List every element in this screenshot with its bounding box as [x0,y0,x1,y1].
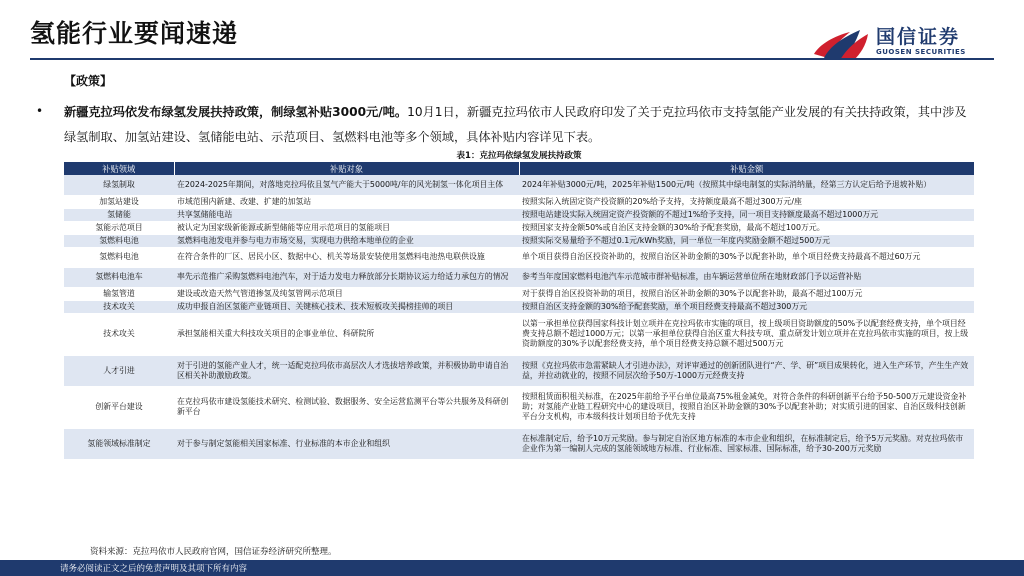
footer-bar [0,560,1024,576]
cell-amount: 按照实际入统固定资产投资额的20%给予支持，支持额度最高不超过300万元/座 [519,195,974,208]
column-header-field: 补贴领域 [64,162,174,175]
cell-target: 成功申报自治区氢能产业链项目、关键核心技术、技术短板攻关揭榜挂帅的项目 [174,300,519,313]
cell-target: 建设或改造天然气管道掺氢及纯氢管网示范项目 [174,287,519,300]
cell-field: 输氢管道 [64,287,174,300]
table-row [64,234,974,247]
cell-field: 氢能示范项目 [64,221,174,234]
table-row [64,175,974,195]
cell-target: 共享氢储能电站 [174,208,519,221]
cell-amount: 在标准制定后，给予10万元奖励。参与制定自治区地方标准的本市企业和组织，在标准制定后，给予5万元奖励。对克拉玛依市企业作为第一编制人完成的氢能领域地方标准、行业标准、国家标准、国际标准，给予30-200万元奖励 [519,428,974,459]
cell-target: 承担氢能相关重大科技攻关项目的企事业单位、科研院所 [174,313,519,355]
cell-field: 加氢站建设 [64,195,174,208]
cell-field: 氢燃料电池 [64,234,174,247]
cell-field: 氢燃料电池 [64,247,174,267]
cell-amount: 参考当年度国家燃料电池汽车示范城市群补贴标准，由车辆运营单位所在地财政部门予以运营补贴 [519,267,974,287]
cell-target: 被认定为国家级新能源或新型储能等应用示范项目的氢能项目 [174,221,519,234]
table-row [64,300,974,313]
cell-amount: 2024年补贴3000元/吨，2025年补贴1500元/吨（按照其中绿电制氢的实际消纳量，经第三方认定后给予退坡补贴） [519,175,974,195]
cell-target: 率先示范推广采购氢燃料电池汽车，对于适力发电力释放部分长期协议运力给适力承包方的情况 [174,267,519,287]
cell-target: 在2024-2025年期间，对落地克拉玛依且氢气产能大于5000吨/年的风光制氢一体化项目主体 [174,175,519,195]
cell-amount: 单个项目获得自治区投资补助的，按照自治区补助金额的30%予以配套补助，单个项目经费支持最高不超过60万元 [519,247,974,267]
cell-field: 绿氢制取 [64,175,174,195]
cell-amount: 按照《克拉玛依市急需紧缺人才引进办法》，对评审通过的创新团队进行“产、学、研”项目成果转化，进入生产环节，产生生产效益，并拉动就业的，按照不同层次给予50万-1000万元经费支持 [519,355,974,386]
table-row [64,386,974,428]
table-row [64,287,974,300]
news-headline: 新疆克拉玛依发布绿氢发展扶持政策，制绿氢补贴3000元/吨。 [64,105,408,119]
cell-amount: 按照电站建设实际入统固定资产投资额的不超过1%给予支持，同一项目支持额度最高不超过1000万元 [519,208,974,221]
table-row [64,195,974,208]
cell-target: 对于参与制定氢能相关国家标准、行业标准的本市企业和组织 [174,428,519,459]
table-row [64,355,974,386]
table-row [64,247,974,267]
table-caption: 表1：克拉玛依绿氢发展扶持政策 [456,151,582,161]
cell-field: 人才引进 [64,355,174,386]
table-row [64,208,974,221]
cell-field: 技术攻关 [64,313,174,355]
cell-amount: 以第一承担单位获得国家科技计划立项并在克拉玛依市实施的项目，按上级项目资助额度的50%予以配套经费支持，单个项目经费支持总额不超过1000万元；以第一承担单位获得自治区重大科技专项、重点研发计划立项并在克拉玛依市实施的项目，按上级资助额度的30%予以配套经费支持，单个项目经费支持总额不超过500万元 [519,313,974,355]
news-paragraph [64,100,974,150]
column-header-amount: 补贴金额 [519,162,974,175]
logo-text-cn: 国信证券 [876,26,961,48]
table-row [64,267,974,287]
table-row [64,428,974,459]
table-row [64,313,974,355]
cell-field: 氢能领域标准制定 [64,428,174,459]
cell-amount: 按照国家支持金额50%或自治区支持金额的30%给予配套奖励，最高不超过100万元。 [519,221,974,234]
cell-target: 在克拉玛依市建设氢能技术研究、检测试验、数据服务、安全运营监测平台等公共服务及科研创新平台 [174,386,519,428]
cell-amount: 对于获得自治区投资补助的项目，按照自治区补助金额的30%予以配套补助，最高不超过100万元 [519,287,974,300]
section-label: 【政策】 [64,74,113,88]
news-body: 10月1日，新疆克拉玛依市人民政府印发了关于克拉玛依市支持氢能产业发展的有关扶持政策，其中涉及绿氢制取、加氢站建设、氢储能电站、示范项目、氢燃料电池等多个领域，具体补贴内容详见下表。 [64,105,967,144]
logo-text-en: GUOSEN SECURITIES [876,48,966,56]
guosen-logo-icon [810,20,870,62]
footer-disclaimer: 请务必阅读正文之后的免责声明及其项下所有内容 [60,564,248,574]
cell-field: 氢储能 [64,208,174,221]
cell-amount: 按照自治区支持金额的30%给予配套奖励，单个项目经费支持最高不超过300万元 [519,300,974,313]
cell-field: 氢燃料电池车 [64,267,174,287]
cell-field: 创新平台建设 [64,386,174,428]
policy-table [64,162,974,460]
policy-table-container [64,150,974,460]
cell-target: 对于引进的氢能产业人才，统一适配克拉玛依市高层次人才选拔培养政策，并积极协助申请自治区相关补助激励政策。 [174,355,519,386]
table-row [64,221,974,234]
cell-amount: 按照租赁面积租关标准，在2025年前给予平台单位最高75%租金减免，对符合条件的科研创新平台给予50-500万元建设资金补助；对氢能产业链工程研究中心的建设项目，按照自治区补助金额的30%予以配套补助；对实质引进的国家、自治区级科技创新平台分支机构，市本级科技计划项目给予优先支持 [519,386,974,428]
column-header-target: 补贴对象 [174,162,519,175]
bullet-icon: • [36,104,44,118]
table-header-row [64,162,974,175]
page-title: 氢能行业要闻速递 [30,19,239,48]
title-divider [30,58,994,60]
cell-amount: 按照实际交易量给予不超过0.1元/kWh奖励，同一单位一年度内奖励金额不超过500万元 [519,234,974,247]
source-note: 资料来源：克拉玛依市人民政府官网，国信证券经济研究所整理。 [90,547,337,557]
logo [810,20,970,62]
cell-target: 在符合条件的厂区、居民小区、数据中心、机关等场景安装使用氢燃料电池热电联供设施 [174,247,519,267]
cell-field: 技术攻关 [64,300,174,313]
cell-target: 氢燃料电池发电并参与电力市场交易，实现电力供给本地单位的企业 [174,234,519,247]
cell-target: 市域范围内新建、改建、扩建的加氢站 [174,195,519,208]
